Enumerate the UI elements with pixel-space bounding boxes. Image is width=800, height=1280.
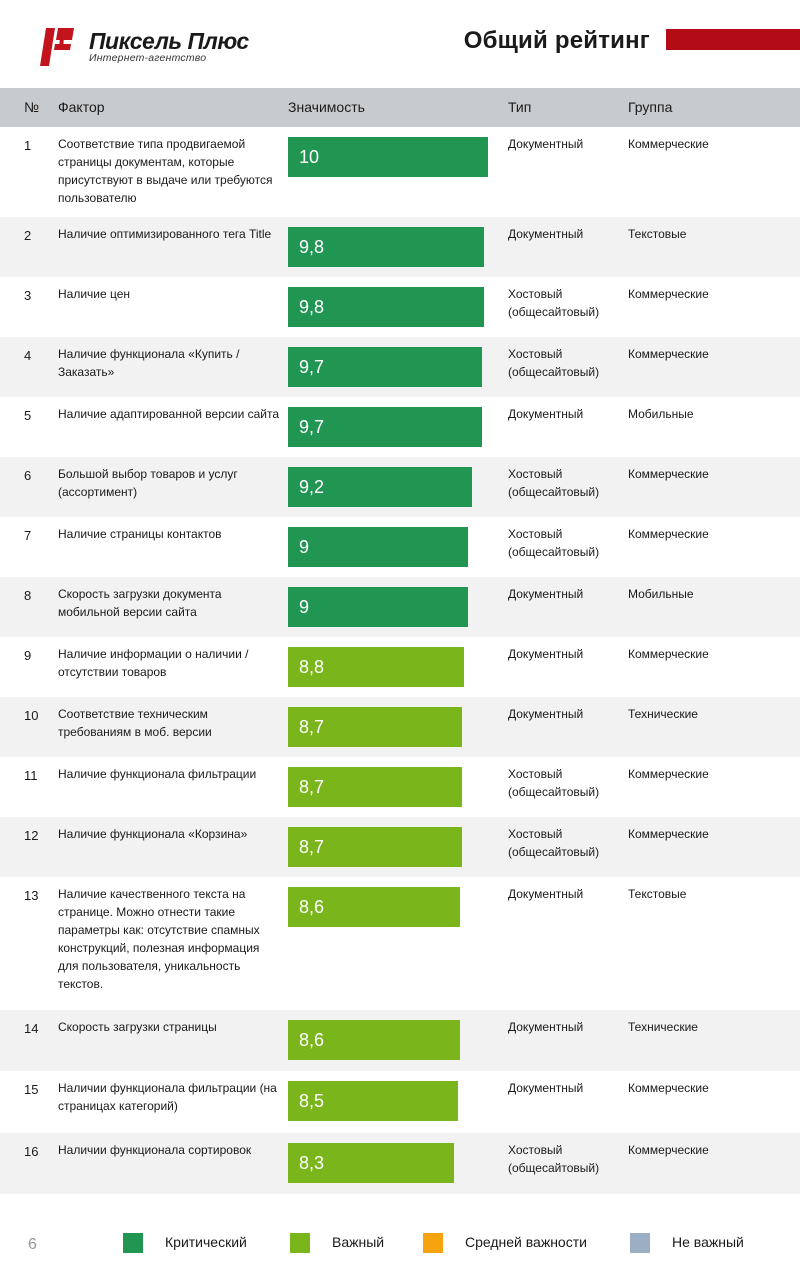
significance-bar <box>288 827 462 867</box>
factor-type: Документный <box>508 407 584 421</box>
factor-text: Скорость загрузки страницы <box>58 1020 217 1034</box>
significance-bar <box>288 287 484 327</box>
factor-text: Соответствие типа продвигаемой страницы документам, которые присутствуют в выдаче или требуются пользователю <box>58 137 273 205</box>
factor-group: Коммерческие <box>628 827 709 841</box>
significance-value: 9,8 <box>299 237 325 257</box>
column-header-significance: Значимость <box>288 99 365 115</box>
table-row <box>0 637 800 697</box>
factor-type: Документный <box>508 227 584 241</box>
row-number: 10 <box>24 708 39 723</box>
factor-group: Технические <box>628 707 698 721</box>
table-row <box>0 817 800 877</box>
factor-text: Наличии функционала фильтрации (на страницах категорий) <box>58 1081 277 1113</box>
factor-text: Соответствие техническим требованиям в моб. версии <box>58 707 212 739</box>
factor-group: Текстовые <box>628 887 687 901</box>
factor-text: Наличие функционала фильтрации <box>58 767 257 781</box>
legend-swatch <box>630 1233 650 1253</box>
significance-bar <box>288 1020 460 1060</box>
legend-swatch <box>423 1233 443 1253</box>
factor-type: Хостовый (общесайтовый) <box>508 467 600 499</box>
table-row <box>0 577 800 637</box>
significance-value: 9,7 <box>299 357 325 377</box>
row-number: 1 <box>24 138 32 153</box>
table-row <box>0 127 800 217</box>
accent-bar <box>666 29 800 50</box>
row-number: 7 <box>24 528 32 543</box>
factor-type: Документный <box>508 887 584 901</box>
factor-text: Наличии функционала сортировок <box>58 1143 252 1157</box>
factor-group: Коммерческие <box>628 467 709 481</box>
significance-value: 8,5 <box>299 1091 325 1111</box>
factor-group: Коммерческие <box>628 1081 709 1095</box>
row-number: 15 <box>24 1082 39 1097</box>
brand <box>89 28 249 64</box>
row-number: 14 <box>24 1021 39 1036</box>
page-header <box>0 0 800 88</box>
factor-type: Документный <box>508 1020 584 1034</box>
factor-type: Хостовый (общесайтовый) <box>508 1143 600 1175</box>
table-row <box>0 217 800 277</box>
factor-text: Наличие цен <box>58 287 131 301</box>
legend-label: Критический <box>165 1234 247 1250</box>
factor-text: Наличие адаптированной версии сайта <box>58 407 280 421</box>
significance-bar <box>288 647 464 687</box>
factor-text: Наличие оптимизированного тега Title <box>58 227 272 241</box>
row-number: 9 <box>24 648 32 663</box>
table-row <box>0 757 800 817</box>
significance-value: 8,7 <box>299 837 325 857</box>
significance-bar <box>288 587 468 627</box>
table-row <box>0 1133 800 1194</box>
significance-value: 9 <box>299 537 310 557</box>
factor-group: Коммерческие <box>628 1143 709 1157</box>
significance-value: 9,7 <box>299 417 325 437</box>
factor-type: Документный <box>508 707 584 721</box>
page-number: 6 <box>28 1236 37 1253</box>
significance-bar <box>288 347 482 387</box>
row-number: 6 <box>24 468 32 483</box>
table-row <box>0 697 800 757</box>
factor-group: Коммерческие <box>628 137 709 151</box>
factor-text: Наличие качественного текста на странице. Можно отнести такие параметры как: отсутствие спамных конструкций, полезная информация для пользователя, уникальность текстов. <box>58 887 260 991</box>
significance-bar <box>288 527 468 567</box>
legend-label: Важный <box>332 1234 385 1250</box>
significance-value: 8,6 <box>299 1030 325 1050</box>
table-row <box>0 397 800 457</box>
significance-bar <box>288 467 472 507</box>
significance-value: 8,7 <box>299 717 325 737</box>
row-number: 4 <box>24 348 32 363</box>
table-row <box>0 517 800 577</box>
factor-type: Хостовый (общесайтовый) <box>508 347 600 379</box>
row-number: 13 <box>24 888 39 903</box>
table-row <box>0 337 800 397</box>
significance-value: 8,3 <box>299 1153 325 1173</box>
table-header <box>0 88 800 127</box>
significance-value: 9 <box>299 597 310 617</box>
significance-bar <box>288 227 484 267</box>
significance-value: 8,8 <box>299 657 325 677</box>
factor-type: Документный <box>508 1081 584 1095</box>
factor-type: Документный <box>508 137 584 151</box>
factor-type: Хостовый (общесайтовый) <box>508 767 600 799</box>
factor-text: Большой выбор товаров и услуг (ассортимент) <box>58 467 238 499</box>
significance-bar <box>288 1143 454 1183</box>
table-row <box>0 877 800 1010</box>
column-header-factor: Фактор <box>58 99 105 115</box>
row-number: 5 <box>24 408 32 423</box>
factor-group: Коммерческие <box>628 647 709 661</box>
row-number: 3 <box>24 288 32 303</box>
significance-value: 10 <box>299 147 320 167</box>
factor-group: Текстовые <box>628 227 687 241</box>
significance-bar <box>288 137 488 177</box>
significance-value: 9,8 <box>299 297 325 317</box>
brand-subtitle: Интернет-агентство <box>89 52 207 64</box>
significance-bar <box>288 707 462 747</box>
factor-group: Мобильные <box>628 407 694 421</box>
row-number: 11 <box>24 768 38 783</box>
factor-group: Технические <box>628 1020 698 1034</box>
page-title: Общий рейтинг <box>463 27 650 54</box>
row-number: 12 <box>24 828 39 843</box>
table-row <box>0 457 800 517</box>
legend-swatch <box>290 1233 310 1253</box>
legend-label: Средней важности <box>465 1234 587 1250</box>
factor-group: Коммерческие <box>628 347 709 361</box>
factor-text: Наличие информации о наличии / отсутствии товаров <box>58 647 249 679</box>
row-number: 16 <box>24 1144 39 1159</box>
significance-bar <box>288 1081 458 1121</box>
factor-type: Хостовый (общесайтовый) <box>508 527 600 559</box>
factor-text: Скорость загрузки документа мобильной версии сайта <box>58 587 222 619</box>
table-row <box>0 1010 800 1071</box>
legend-swatch <box>123 1233 143 1253</box>
column-header-num: № <box>24 99 40 115</box>
significance-bar <box>288 887 460 927</box>
factor-text: Наличие функционала «Купить / Заказать» <box>58 347 240 379</box>
factor-type: Хостовый (общесайтовый) <box>508 827 600 859</box>
row-number: 2 <box>24 228 32 243</box>
table-row <box>0 277 800 337</box>
factor-group: Мобильные <box>628 587 694 601</box>
significance-bar <box>288 767 462 807</box>
factor-text: Наличие функционала «Корзина» <box>58 827 248 841</box>
factor-type: Хостовый (общесайтовый) <box>508 287 600 319</box>
significance-value: 8,6 <box>299 897 325 917</box>
table-row <box>0 1071 800 1133</box>
significance-bar <box>288 407 482 447</box>
pixel-plus-logo-icon <box>40 28 76 66</box>
factor-text: Наличие страницы контактов <box>58 527 222 541</box>
significance-value: 8,7 <box>299 777 325 797</box>
factor-group: Коммерческие <box>628 767 709 781</box>
factor-type: Документный <box>508 587 584 601</box>
legend-label: Не важный <box>672 1234 744 1250</box>
factor-group: Коммерческие <box>628 527 709 541</box>
row-number: 8 <box>24 588 32 603</box>
significance-value: 9,2 <box>299 477 325 497</box>
ranking-table-body <box>0 127 800 1194</box>
factor-type: Документный <box>508 647 584 661</box>
brand-name: Пиксель Плюс <box>89 28 249 54</box>
column-header-type: Тип <box>508 99 532 115</box>
factor-group: Коммерческие <box>628 287 709 301</box>
column-header-group: Группа <box>628 99 673 115</box>
